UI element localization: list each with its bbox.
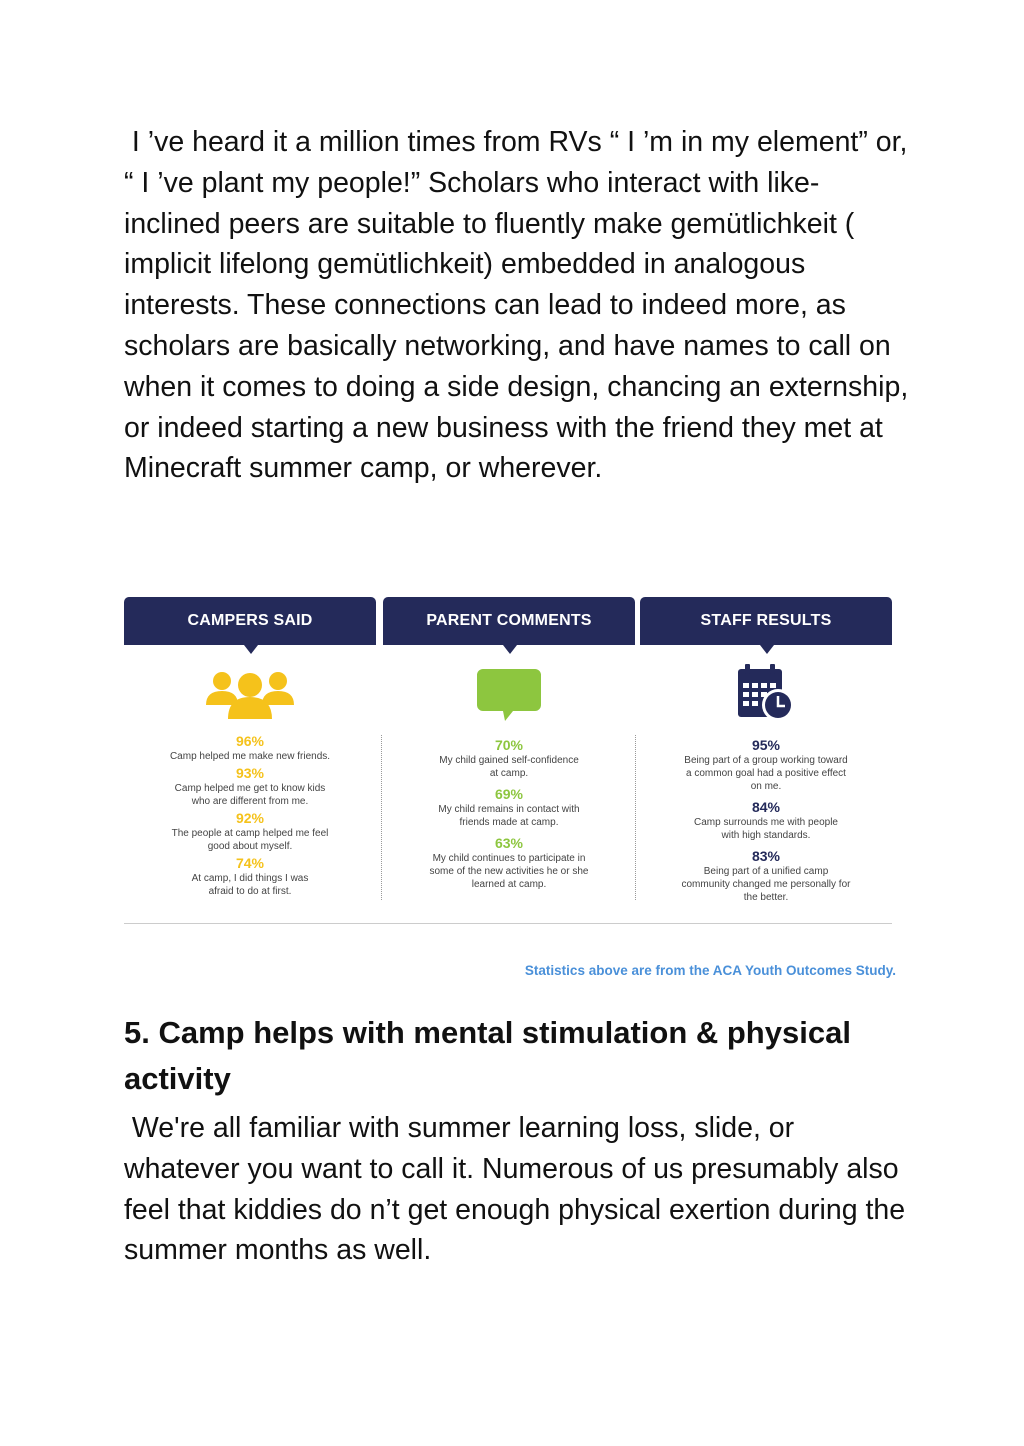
stat-percent: 69%: [494, 786, 524, 802]
people-group-icon: [200, 663, 300, 725]
stat-percent: 93%: [235, 765, 265, 781]
stat-text: Camp surrounds me with people with high standards.: [694, 817, 838, 841]
stat-percent: 84%: [751, 799, 781, 815]
stat-text: My child continues to participate in some of the new activities he or she learned at camp.: [429, 853, 589, 890]
parents-banner: PARENT COMMENTS: [383, 597, 635, 645]
campers-panel: [124, 597, 376, 917]
stat-percent: 92%: [235, 810, 265, 826]
stat-text: Being part of a group working toward a common goal had a positive effect on me.: [684, 755, 848, 792]
stat-text: Being part of a unified camp community changed me personally for the better.: [681, 866, 851, 903]
campers-banner: CAMPERS SAID: [124, 597, 376, 645]
staff-panel: [640, 597, 892, 917]
staff-stats: [654, 737, 878, 906]
stat-text: The people at camp helped me feel good about myself.: [171, 828, 329, 852]
aca-outcomes-infographic: [124, 597, 892, 927]
stat-percent: 74%: [235, 855, 265, 871]
stat-percent: 63%: [494, 835, 524, 851]
section-paragraph: We're all familiar with summer learning loss, slide, or whatever you want to call it. Numerous of us presumably also feel that kiddies do n’t get enough physical exertion during the summer months as well.: [124, 1112, 914, 1267]
calendar-clock-icon: [716, 663, 816, 725]
stat-text: My child gained self-confidence at camp.: [439, 755, 579, 779]
column-divider: [635, 735, 636, 900]
parents-stats: [397, 737, 621, 893]
stat-percent: 70%: [494, 737, 524, 753]
stat-percent: 95%: [751, 737, 781, 753]
staff-banner: STAFF RESULTS: [640, 597, 892, 645]
parents-panel: [383, 597, 635, 917]
stat-text: At camp, I did things I was afraid to do at first.: [191, 873, 309, 897]
source-caption: Statistics above are from the ACA Youth Outcomes Study.: [524, 963, 896, 978]
stat-percent: 96%: [235, 733, 265, 749]
section-heading: 5. Camp helps with mental stimulation & physical activity: [124, 1015, 851, 1096]
column-divider: [381, 735, 382, 900]
stat-text: My child remains in contact with friends made at camp.: [438, 804, 580, 828]
infographic-rule: [124, 923, 892, 924]
stat-text: Camp helped me get to know kids who are different from me.: [174, 783, 326, 807]
campers-stats: [138, 733, 362, 900]
intro-paragraph: I ’ve heard it a million times from RVs “ I ’m in my element” or, “ I ’ve plant my people!” Scholars who interact with like-inclined peers are suitable to fluently make gemütlichkeit ( implicit lifelong gemütlichkeit) embedded in analogous interests. These connections can lead to indeed more, as scholars are basically networking, and have names to call on when it comes to doing a side design, chancing an externship, or indeed starting a new business with the friend they met at Minecraft summer camp, or wherever.: [124, 126, 917, 485]
speech-bubble-icon: [459, 663, 559, 725]
stat-percent: 83%: [751, 848, 781, 864]
stat-text: Camp helped me make new friends.: [169, 751, 331, 762]
